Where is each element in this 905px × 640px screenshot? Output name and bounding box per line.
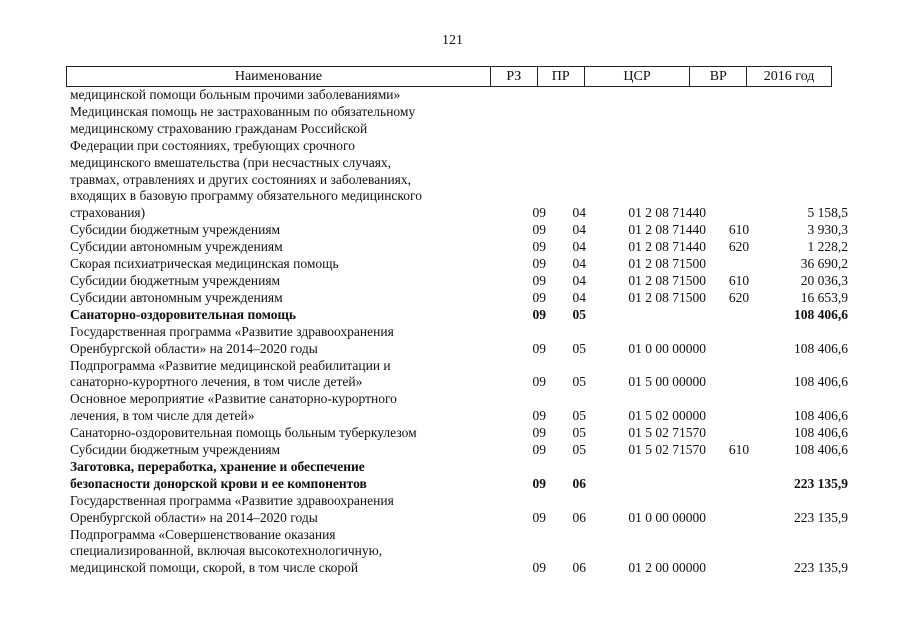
row-rz: 09 xyxy=(532,425,546,441)
row-sum: 108 406,6 xyxy=(794,408,848,424)
row-rz: 09 xyxy=(532,205,546,221)
row-name: Государственная программа «Развитие здравоохранения Оренбургской области» на 2014–2020 годы xyxy=(70,323,394,356)
table-row xyxy=(66,358,856,392)
row-vr: 620 xyxy=(728,289,750,305)
row-csr: 01 0 00 00000 xyxy=(628,509,706,525)
row-pr: 06 xyxy=(572,509,586,525)
row-name: Государственная программа «Развитие здравоохранения Оренбургской области» на 2014–2020 годы xyxy=(70,492,394,525)
row-csr: 01 2 08 71500 xyxy=(628,289,706,305)
header-year: 2016 год xyxy=(763,68,815,84)
table-row xyxy=(66,459,856,493)
row-pr: 04 xyxy=(572,222,586,238)
row-sum: 108 406,6 xyxy=(794,425,848,441)
header-name: Наименование xyxy=(67,67,491,86)
row-rz: 09 xyxy=(532,256,546,272)
row-name: Подпрограмма «Совершенствование оказания специализированной, включая высокотехнологичную, медицинской помощи, скорой, в том числе скорой xyxy=(70,526,383,576)
row-vr: 610 xyxy=(728,222,750,238)
row-rz: 09 xyxy=(532,340,546,356)
row-csr: 01 5 02 71570 xyxy=(628,442,706,458)
row-rz: 09 xyxy=(532,475,546,491)
row-pr: 06 xyxy=(572,560,586,576)
row-name: Основное мероприятие «Развитие санаторно-курортного лечения, в том числе для детей» xyxy=(70,391,397,424)
row-sum: 108 406,6 xyxy=(794,340,848,356)
page-number: 121 xyxy=(442,33,463,48)
row-rz: 09 xyxy=(532,408,546,424)
table-row xyxy=(66,527,856,578)
row-rz: 09 xyxy=(532,272,546,288)
row-sum: 16 653,9 xyxy=(800,289,848,305)
row-sum: 108 406,6 xyxy=(794,374,848,390)
row-rz: 09 xyxy=(532,306,546,322)
row-rz: 09 xyxy=(532,560,546,576)
row-rz: 09 xyxy=(532,289,546,305)
row-name: Санаторно-оздоровительная помощь xyxy=(70,306,297,322)
row-pr: 05 xyxy=(572,442,586,458)
table-row xyxy=(66,256,856,273)
table-row xyxy=(66,391,856,425)
table-body xyxy=(66,87,856,577)
table-row xyxy=(66,442,856,459)
row-csr: 01 2 08 71440 xyxy=(628,205,706,221)
row-name: медицинской помощи больным прочими заболеваниями» xyxy=(70,87,401,102)
table-row xyxy=(66,222,856,239)
row-rz: 09 xyxy=(532,374,546,390)
row-sum: 3 930,3 xyxy=(807,222,848,238)
row-csr: 01 2 08 71500 xyxy=(628,256,706,272)
row-name: Заготовка, переработка, хранение и обеспечение безопасности донорской крови и ее компонентов xyxy=(70,458,367,491)
row-vr: 610 xyxy=(728,272,750,288)
row-pr: 04 xyxy=(572,289,586,305)
row-pr: 06 xyxy=(572,475,586,491)
table-row xyxy=(66,324,856,358)
row-pr: 04 xyxy=(572,239,586,255)
table-row xyxy=(66,104,856,222)
row-rz: 09 xyxy=(532,239,546,255)
row-name: Субсидии автономным учреждениям xyxy=(70,239,283,255)
row-csr: 01 5 02 00000 xyxy=(628,408,706,424)
table-row xyxy=(66,87,856,104)
header-vr: ВР xyxy=(690,67,747,86)
row-pr: 05 xyxy=(572,340,586,356)
row-name: Субсидии автономным учреждениям xyxy=(70,289,283,305)
row-csr: 01 0 00 00000 xyxy=(628,340,706,356)
row-pr: 04 xyxy=(572,256,586,272)
row-csr: 01 2 08 71500 xyxy=(628,272,706,288)
row-sum: 36 690,2 xyxy=(800,256,848,272)
row-pr: 04 xyxy=(572,272,586,288)
row-sum: 5 158,5 xyxy=(807,205,848,221)
row-csr: 01 2 00 00000 xyxy=(628,560,706,576)
header-csr: ЦСР xyxy=(585,67,691,86)
row-rz: 09 xyxy=(532,222,546,238)
row-vr: 620 xyxy=(728,239,750,255)
row-pr: 04 xyxy=(572,205,586,221)
row-sum: 1 228,2 xyxy=(807,239,848,255)
table-row xyxy=(66,239,856,256)
row-sum: 20 036,3 xyxy=(800,272,848,288)
row-rz: 09 xyxy=(532,442,546,458)
row-name: Медицинская помощь не застрахованным по обязательному медицинскому страхованию гражданам Российской Федерации при состояниях, требующих срочного медицинского вмешательства (при несчастных случаях, травмах, отравлениях и других состояниях и заболеваниях, входящих в базовую программу обязательного медицинского страхования) xyxy=(70,103,422,221)
row-name: Субсидии бюджетным учреждениям xyxy=(70,272,281,288)
table-row xyxy=(66,425,856,442)
row-sum: 108 406,6 xyxy=(794,442,848,458)
row-name: Подпрограмма «Развитие медицинской реабилитации и санаторно-курортного лечения, в том числе детей» xyxy=(70,357,391,390)
table-row xyxy=(66,493,856,527)
row-pr: 05 xyxy=(572,408,586,424)
row-sum: 108 406,6 xyxy=(794,306,848,322)
row-sum: 223 135,9 xyxy=(794,509,848,525)
row-name: Субсидии бюджетным учреждениям xyxy=(70,442,281,458)
table-row xyxy=(66,290,856,307)
row-pr: 05 xyxy=(572,306,586,322)
row-csr: 01 5 02 71570 xyxy=(628,425,706,441)
row-csr: 01 2 08 71440 xyxy=(628,239,706,255)
table-row xyxy=(66,307,856,324)
row-csr: 01 2 08 71440 xyxy=(628,222,706,238)
row-name: Скорая психиатрическая медицинская помощь xyxy=(70,256,339,272)
row-sum: 223 135,9 xyxy=(794,560,848,576)
table-row xyxy=(66,273,856,290)
row-pr: 05 xyxy=(572,374,586,390)
row-vr: 610 xyxy=(728,442,750,458)
header-pr: ПР xyxy=(538,67,585,86)
row-pr: 05 xyxy=(572,425,586,441)
header-rz: РЗ xyxy=(491,67,538,86)
row-csr: 01 5 00 00000 xyxy=(628,374,706,390)
row-name: Санаторно-оздоровительная помощь больным туберкулезом xyxy=(70,425,417,441)
row-sum: 223 135,9 xyxy=(794,475,848,491)
table-header xyxy=(66,66,832,87)
row-rz: 09 xyxy=(532,509,546,525)
row-name: Субсидии бюджетным учреждениям xyxy=(70,222,281,238)
